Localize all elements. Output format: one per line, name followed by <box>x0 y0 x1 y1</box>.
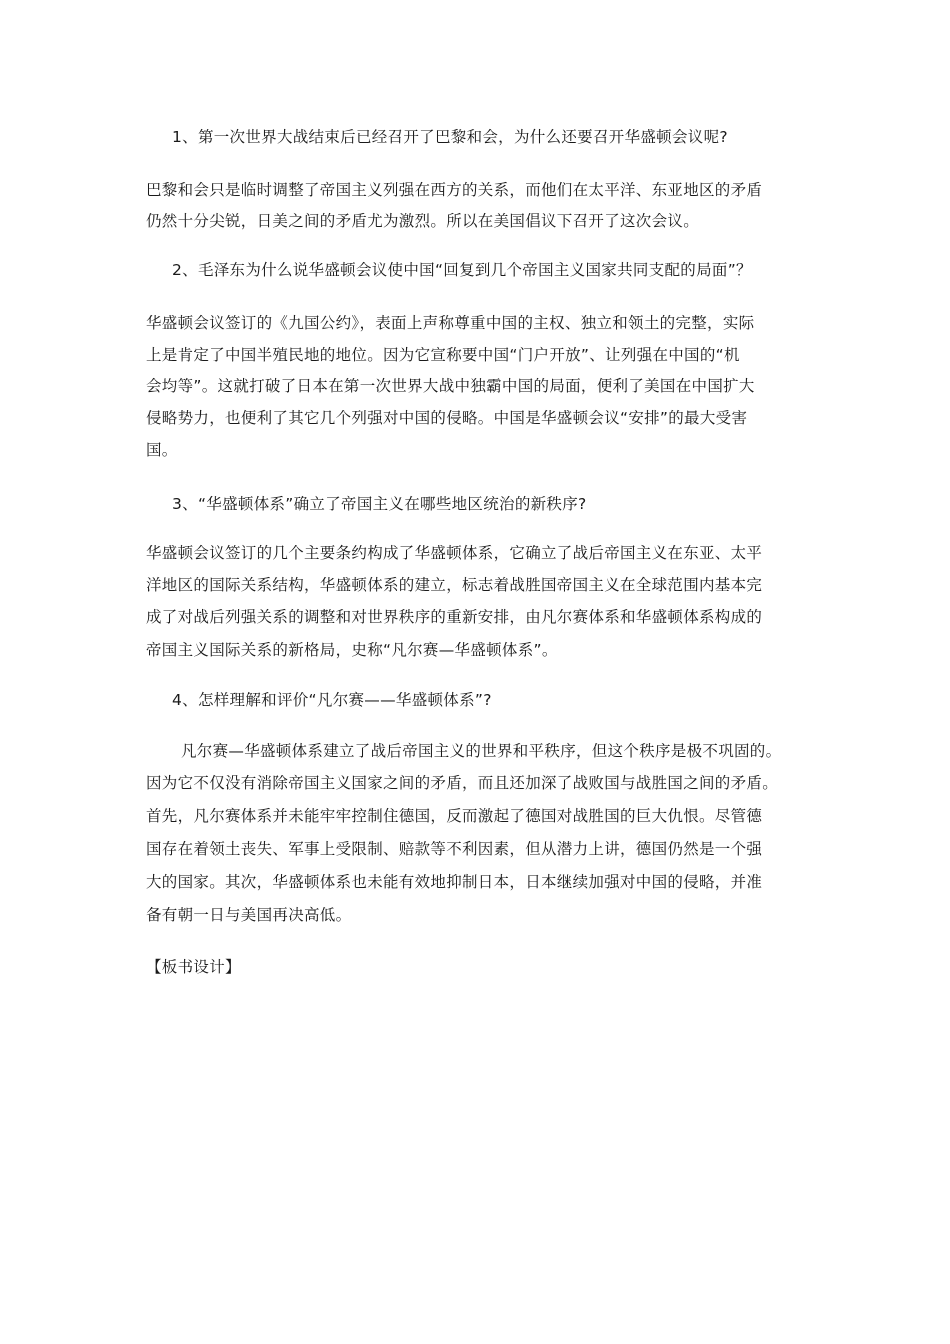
answer-3-line-4: 帝国主义国际关系的新格局，史称“凡尔赛—华盛顿体系”。 <box>146 641 558 659</box>
answer-4-line-6: 备有朝一日与美国再决高低。 <box>146 906 352 924</box>
answer-4-line-4: 国存在着领土丧失、军事上受限制、赔款等不利因素，但从潜力上讲，德国仍然是一个强 <box>146 840 763 858</box>
answer-2-line-1: 华盛顿会议签订的《九国公约》，表面上声称尊重中国的主权、独立和领土的完整，实际 <box>146 314 755 332</box>
answer-3-line-1: 华盛顿会议签订的几个主要条约构成了华盛顿体系，它确立了战后帝国主义在东亚、太平 <box>146 544 763 562</box>
answer-4-line-2: 因为它不仅没有消除帝国主义国家之间的矛盾，而且还加深了战败国与战胜国之间的矛盾。 <box>146 774 779 792</box>
answer-2-line-5: 国。 <box>146 441 178 459</box>
question-3: 3、“华盛顿体系”确立了帝国主义在哪些地区统治的新秩序? <box>172 495 587 513</box>
question-2: 2、毛泽东为什么说华盛顿会议使中国“回复到几个帝国主义国家共同支配的局面”？ <box>172 261 752 279</box>
answer-1-line-2: 仍然十分尖锐，日美之间的矛盾尤为激烈。所以在美国倡议下召开了这次会议。 <box>146 212 700 230</box>
question-1: 1、第一次世界大战结束后已经召开了巴黎和会，为什么还要召开华盛顿会议呢? <box>172 128 728 146</box>
board-design-heading: 【板书设计】 <box>146 958 241 976</box>
answer-4-line-3: 首先，凡尔赛体系并未能牢牢控制住德国，反而激起了德国对战胜国的巨大仇恨。尽管德 <box>146 807 763 825</box>
answer-2-line-3: 会均等”。这就打破了日本在第一次世界大战中独霸中国的局面，便利了美国在中国扩大 <box>146 377 755 395</box>
answer-4-line-1: 凡尔赛—华盛顿体系建立了战后帝国主义的世界和平秩序，但这个秩序是极不巩固的。 <box>181 742 782 760</box>
answer-4-line-5: 大的国家。其次，华盛顿体系也未能有效地抑制日本，日本继续加强对中国的侵略，并准 <box>146 873 763 891</box>
answer-2-line-2: 上是肯定了中国半殖民地的地位。因为它宣称要中国“门户开放”、让列强在中国的“机 <box>146 346 740 364</box>
question-4: 4、怎样理解和评价“凡尔赛——华盛顿体系”? <box>172 691 492 709</box>
answer-3-line-3: 成了对战后列强关系的调整和对世界秩序的重新安排，由凡尔赛体系和华盛顿体系构成的 <box>146 608 763 626</box>
answer-1-line-1: 巴黎和会只是临时调整了帝国主义列强在西方的关系，而他们在太平洋、东亚地区的矛盾 <box>146 181 763 199</box>
answer-2-line-4: 侵略势力，也便利了其它几个列强对中国的侵略。中国是华盛顿会议“安排”的最大受害 <box>146 409 748 427</box>
answer-3-line-2: 洋地区的国际关系结构，华盛顿体系的建立，标志着战胜国帝国主义在全球范围内基本完 <box>146 576 763 594</box>
